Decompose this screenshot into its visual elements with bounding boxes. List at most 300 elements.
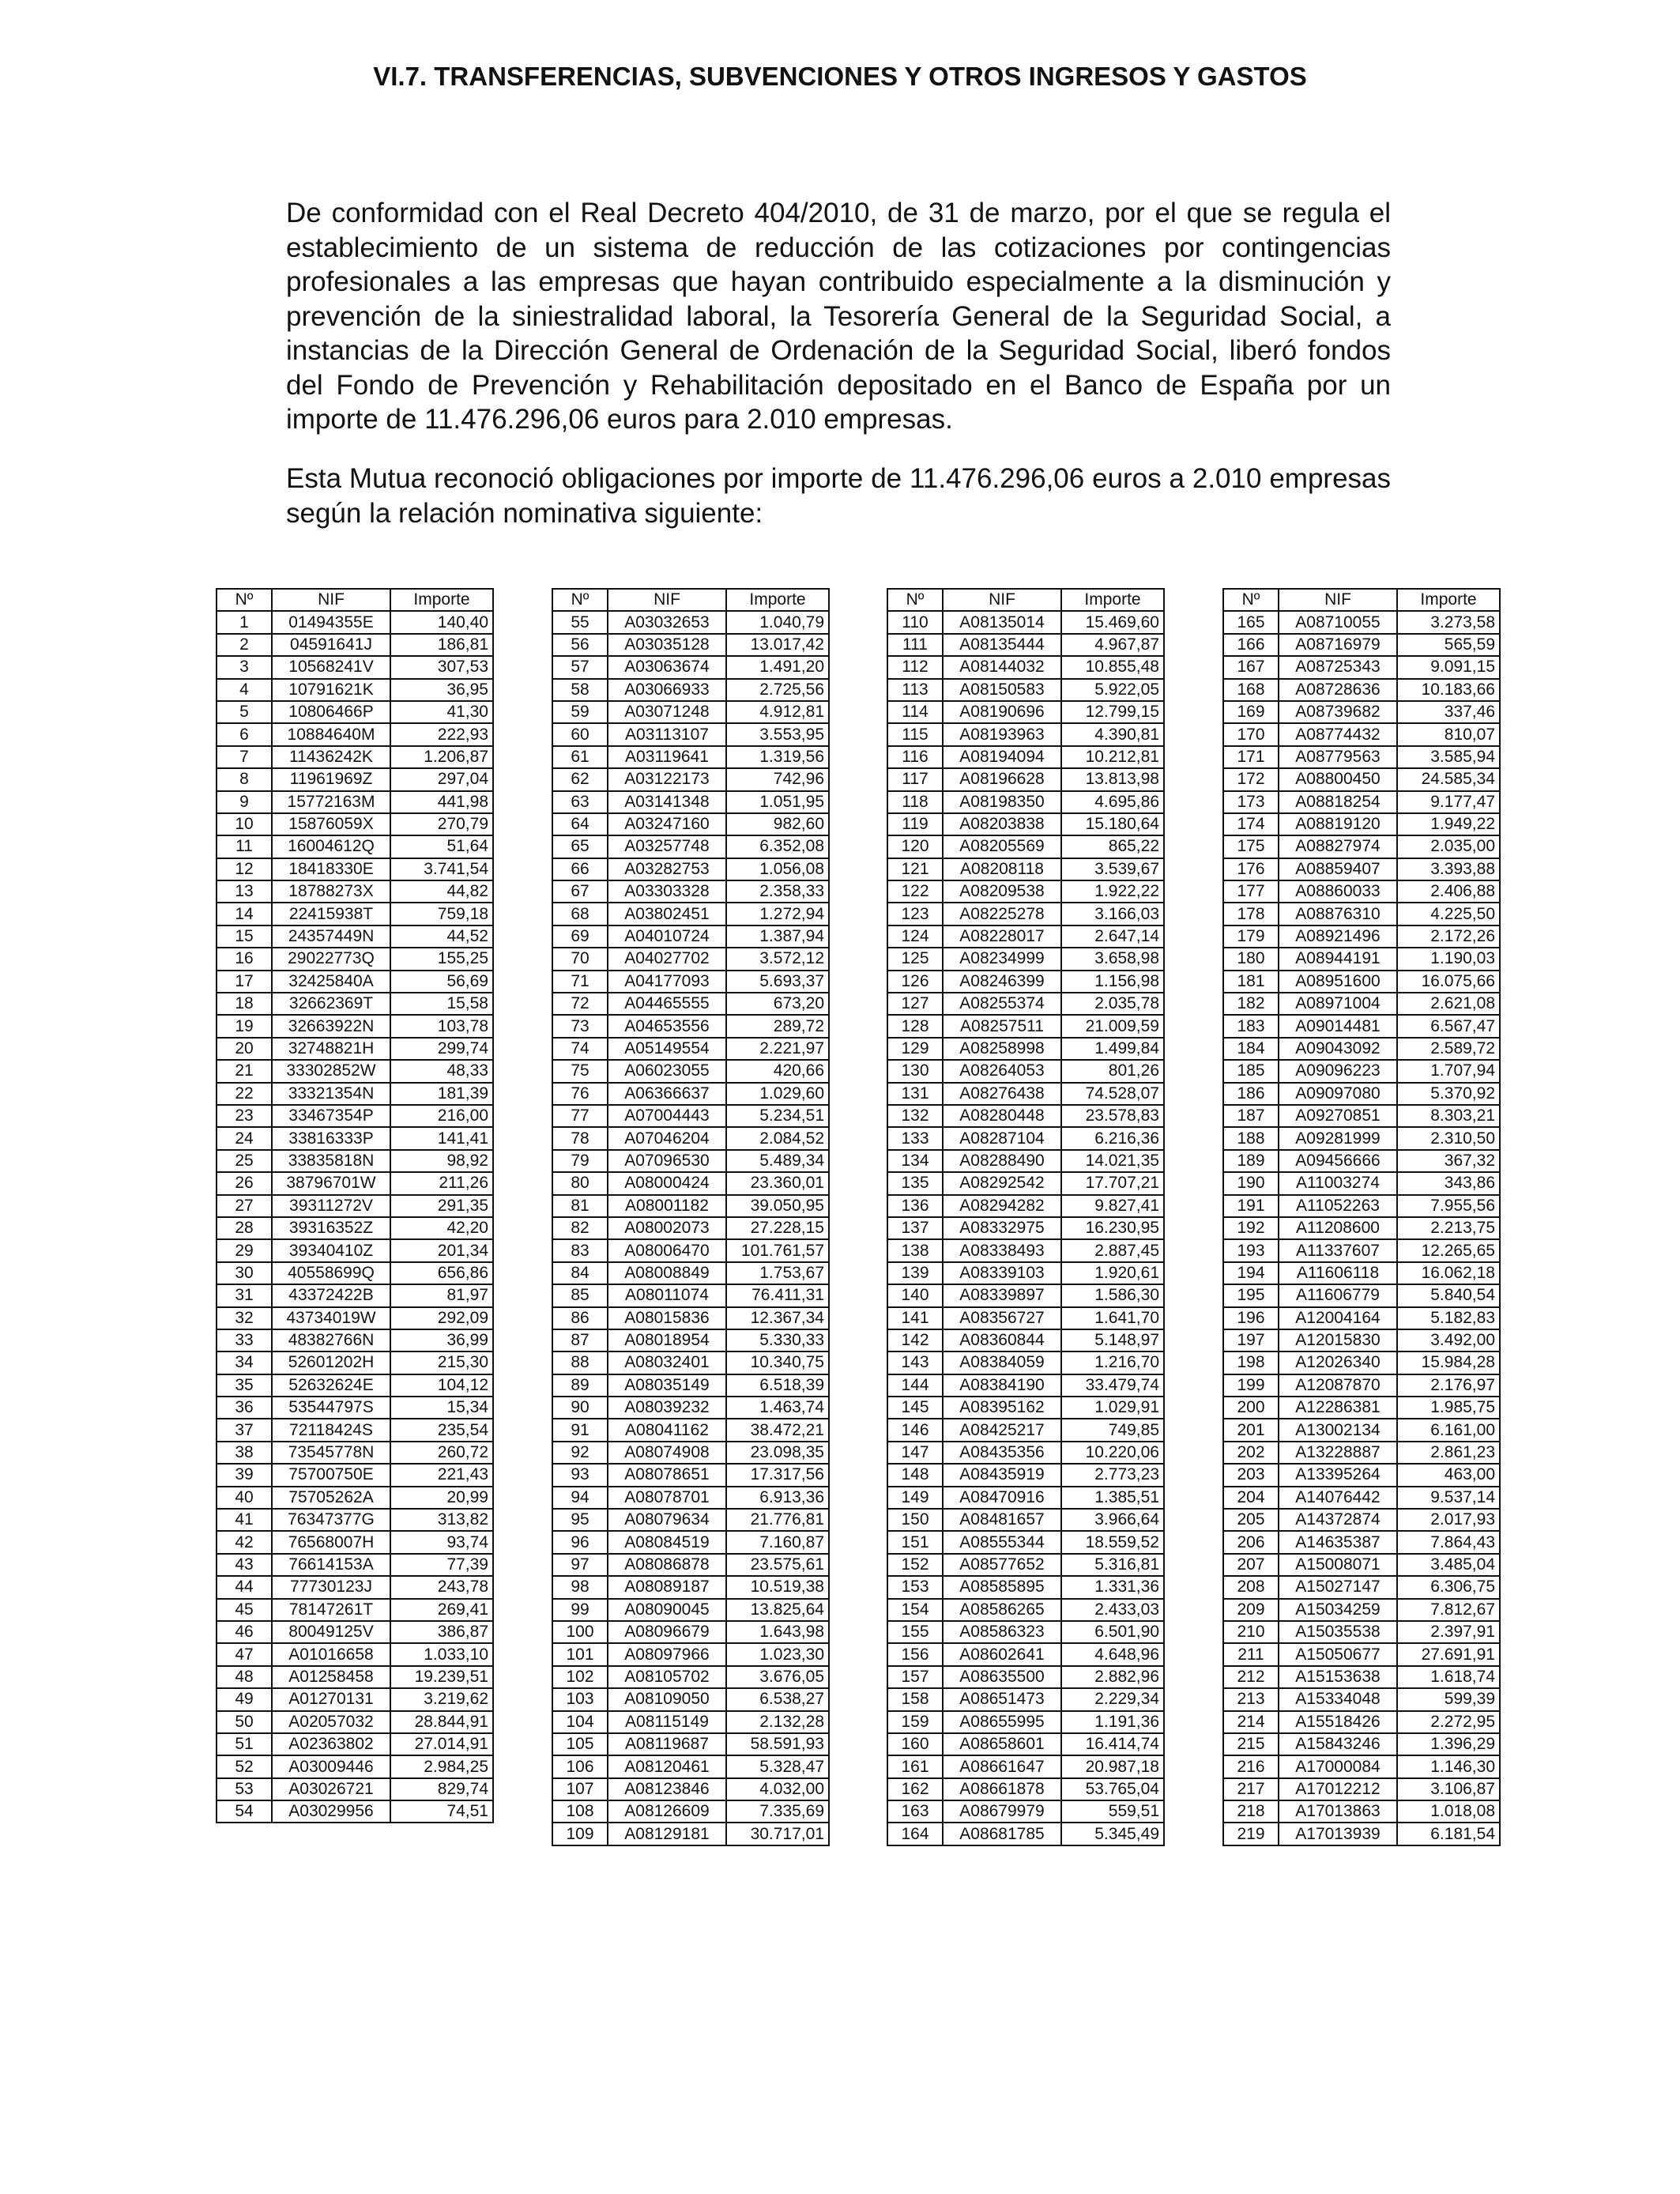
table-row xyxy=(552,1576,829,1598)
row-importe: 1.216,70 xyxy=(1061,1351,1164,1374)
table-row xyxy=(217,1083,493,1105)
row-number: 40 xyxy=(217,1487,272,1509)
table-row xyxy=(552,1688,829,1710)
row-importe: 270,79 xyxy=(390,813,493,835)
row-number: 82 xyxy=(552,1217,608,1239)
row-importe: 5.693,37 xyxy=(726,971,829,993)
row-importe: 2.773,23 xyxy=(1061,1464,1164,1486)
row-number: 199 xyxy=(1223,1374,1279,1397)
row-number: 95 xyxy=(552,1509,608,1531)
row-nif: A08015836 xyxy=(608,1307,726,1329)
row-importe: 104,12 xyxy=(390,1374,493,1397)
row-importe: 3.485,04 xyxy=(1397,1554,1500,1576)
row-importe: 27.691,91 xyxy=(1397,1643,1500,1665)
row-importe: 599,39 xyxy=(1397,1688,1500,1710)
row-importe: 1.319,56 xyxy=(726,746,829,768)
row-nif: 33302852W xyxy=(272,1060,390,1082)
table-row xyxy=(217,656,493,678)
row-number: 213 xyxy=(1223,1688,1279,1710)
row-nif: A08126609 xyxy=(608,1800,726,1823)
row-number: 81 xyxy=(552,1195,608,1217)
row-number: 134 xyxy=(887,1150,943,1172)
row-nif: A08481657 xyxy=(943,1509,1061,1531)
table-row xyxy=(1223,1329,1500,1351)
row-importe: 44,82 xyxy=(390,880,493,903)
row-nif: A08951600 xyxy=(1279,971,1397,993)
row-nif: A08971004 xyxy=(1279,993,1397,1015)
table-row xyxy=(887,1711,1164,1733)
row-nif: A11606118 xyxy=(1279,1262,1397,1284)
table-row xyxy=(552,858,829,880)
row-importe: 6.567,47 xyxy=(1397,1015,1500,1037)
row-number: 71 xyxy=(552,971,608,993)
row-nif: A08193963 xyxy=(943,723,1061,745)
row-number: 180 xyxy=(1223,948,1279,970)
row-nif: A17013863 xyxy=(1279,1800,1397,1823)
row-importe: 3.106,87 xyxy=(1397,1778,1500,1800)
row-importe: 10.220,06 xyxy=(1061,1442,1164,1464)
table-row xyxy=(552,1015,829,1037)
row-number: 116 xyxy=(887,746,943,768)
row-number: 107 xyxy=(552,1778,608,1800)
row-importe: 41,30 xyxy=(390,701,493,723)
row-number: 219 xyxy=(1223,1823,1279,1845)
table-row xyxy=(552,1599,829,1621)
row-number: 120 xyxy=(887,835,943,858)
row-nif: A07096530 xyxy=(608,1150,726,1172)
row-number: 43 xyxy=(217,1554,272,1576)
row-number: 197 xyxy=(1223,1329,1279,1351)
row-number: 210 xyxy=(1223,1621,1279,1643)
table-row xyxy=(887,1284,1164,1306)
row-number: 26 xyxy=(217,1172,272,1194)
row-nif: A08435356 xyxy=(943,1442,1061,1464)
table-row xyxy=(217,1397,493,1419)
row-nif: A08120461 xyxy=(608,1755,726,1777)
row-nif: A06023055 xyxy=(608,1060,726,1082)
row-number: 39 xyxy=(217,1464,272,1486)
row-importe: 155,25 xyxy=(390,948,493,970)
table-row xyxy=(1223,1800,1500,1823)
table-row xyxy=(552,971,829,993)
row-number: 153 xyxy=(887,1576,943,1598)
row-nif: A15008071 xyxy=(1279,1554,1397,1576)
table-row xyxy=(1223,1531,1500,1553)
table-header-row xyxy=(1223,589,1500,611)
row-number: 22 xyxy=(217,1083,272,1105)
row-nif: A08716979 xyxy=(1279,634,1397,656)
row-nif: A08602641 xyxy=(943,1643,1061,1665)
row-nif: A11052263 xyxy=(1279,1195,1397,1217)
row-nif: A08339103 xyxy=(943,1262,1061,1284)
row-importe: 15.984,28 xyxy=(1397,1351,1500,1374)
table-row xyxy=(887,1419,1164,1441)
table-row xyxy=(217,791,493,813)
row-number: 63 xyxy=(552,791,608,813)
row-number: 172 xyxy=(1223,768,1279,790)
row-number: 218 xyxy=(1223,1800,1279,1823)
table-row xyxy=(217,1643,493,1665)
row-nif: A08338493 xyxy=(943,1239,1061,1261)
row-number: 113 xyxy=(887,679,943,701)
row-nif: A08123846 xyxy=(608,1778,726,1800)
row-importe: 6.181,54 xyxy=(1397,1823,1500,1845)
table-row xyxy=(552,1823,829,1845)
row-nif: A08208118 xyxy=(943,858,1061,880)
table-row xyxy=(217,1509,493,1531)
row-number: 203 xyxy=(1223,1464,1279,1486)
row-importe: 2.397,91 xyxy=(1397,1621,1500,1643)
table-row xyxy=(887,1509,1164,1531)
column-header-nif: NIF xyxy=(608,589,726,611)
row-importe: 181,39 xyxy=(390,1083,493,1105)
row-importe: 8.303,21 xyxy=(1397,1105,1500,1127)
row-number: 117 xyxy=(887,768,943,790)
table-row xyxy=(552,791,829,813)
row-nif: A13228887 xyxy=(1279,1442,1397,1464)
row-number: 88 xyxy=(552,1351,608,1374)
row-importe: 3.553,95 xyxy=(726,723,829,745)
column-header-importe: Importe xyxy=(390,589,493,611)
row-importe: 1.396,29 xyxy=(1397,1733,1500,1755)
row-nif: 10568241V xyxy=(272,656,390,678)
table-row xyxy=(887,1442,1164,1464)
row-importe: 10.855,48 xyxy=(1061,656,1164,678)
table-row xyxy=(1223,880,1500,903)
table-row xyxy=(887,679,1164,701)
row-nif: A03113107 xyxy=(608,723,726,745)
row-nif: A08470916 xyxy=(943,1487,1061,1509)
row-number: 181 xyxy=(1223,971,1279,993)
row-number: 101 xyxy=(552,1643,608,1665)
row-importe: 1.029,60 xyxy=(726,1083,829,1105)
row-number: 165 xyxy=(1223,611,1279,633)
row-nif: 32425840A xyxy=(272,971,390,993)
table-row xyxy=(887,1083,1164,1105)
row-importe: 1.463,74 xyxy=(726,1397,829,1419)
row-nif: A15843246 xyxy=(1279,1733,1397,1755)
row-number: 162 xyxy=(887,1778,943,1800)
table-row xyxy=(887,1666,1164,1688)
table-row xyxy=(1223,1666,1500,1688)
row-nif: A03119641 xyxy=(608,746,726,768)
table-row xyxy=(887,1621,1164,1643)
table-row xyxy=(887,1733,1164,1755)
row-number: 45 xyxy=(217,1599,272,1621)
row-number: 34 xyxy=(217,1351,272,1374)
row-importe: 3.492,00 xyxy=(1397,1329,1500,1351)
row-nif: A08008849 xyxy=(608,1262,726,1284)
row-importe: 2.310,50 xyxy=(1397,1127,1500,1149)
row-number: 56 xyxy=(552,634,608,656)
row-number: 27 xyxy=(217,1195,272,1217)
row-nif: A04653556 xyxy=(608,1015,726,1037)
table-row xyxy=(552,1105,829,1127)
row-importe: 141,41 xyxy=(390,1127,493,1149)
row-number: 195 xyxy=(1223,1284,1279,1306)
row-importe: 656,86 xyxy=(390,1262,493,1284)
row-importe: 2.172,26 xyxy=(1397,925,1500,948)
table-row xyxy=(217,1105,493,1127)
row-nif: A08194094 xyxy=(943,746,1061,768)
table-row xyxy=(552,1800,829,1823)
row-importe: 1.018,08 xyxy=(1397,1800,1500,1823)
row-nif: A04465555 xyxy=(608,993,726,1015)
table-row xyxy=(1223,1576,1500,1598)
row-importe: 16.062,18 xyxy=(1397,1262,1500,1284)
row-nif: A09281999 xyxy=(1279,1127,1397,1149)
row-importe: 27.014,91 xyxy=(390,1733,493,1755)
row-importe: 6.161,00 xyxy=(1397,1419,1500,1441)
row-nif: A08135014 xyxy=(943,611,1061,633)
row-importe: 1.491,20 xyxy=(726,656,829,678)
row-importe: 2.621,08 xyxy=(1397,993,1500,1015)
row-nif: 33321354N xyxy=(272,1083,390,1105)
row-number: 194 xyxy=(1223,1262,1279,1284)
table-row xyxy=(217,768,493,790)
row-number: 186 xyxy=(1223,1083,1279,1105)
row-number: 75 xyxy=(552,1060,608,1082)
table-row xyxy=(887,858,1164,880)
row-nif: A08921496 xyxy=(1279,925,1397,948)
row-importe: 5.370,92 xyxy=(1397,1083,1500,1105)
row-nif: A03303328 xyxy=(608,880,726,903)
table-row xyxy=(1223,1015,1500,1037)
row-number: 167 xyxy=(1223,656,1279,678)
table-row xyxy=(552,611,829,633)
table-header-row xyxy=(217,589,493,611)
row-nif: 73545778N xyxy=(272,1442,390,1464)
row-importe: 215,30 xyxy=(390,1351,493,1374)
row-nif: A08039232 xyxy=(608,1397,726,1419)
row-number: 158 xyxy=(887,1688,943,1710)
table-row xyxy=(552,1262,829,1284)
row-nif: A08006470 xyxy=(608,1239,726,1261)
table-row xyxy=(217,679,493,701)
table-row xyxy=(217,746,493,768)
table-row xyxy=(552,679,829,701)
companies-table-1 xyxy=(216,588,494,1823)
table-row xyxy=(552,993,829,1015)
row-importe: 5.234,51 xyxy=(726,1105,829,1127)
table-row xyxy=(552,1397,829,1419)
row-importe: 10.340,75 xyxy=(726,1351,829,1374)
row-number: 154 xyxy=(887,1599,943,1621)
row-number: 182 xyxy=(1223,993,1279,1015)
row-number: 96 xyxy=(552,1531,608,1553)
row-number: 29 xyxy=(217,1239,272,1261)
row-importe: 292,09 xyxy=(390,1307,493,1329)
row-importe: 39.050,95 xyxy=(726,1195,829,1217)
row-number: 79 xyxy=(552,1150,608,1172)
table-row xyxy=(887,656,1164,678)
row-nif: A08651473 xyxy=(943,1688,1061,1710)
row-number: 145 xyxy=(887,1397,943,1419)
row-number: 156 xyxy=(887,1643,943,1665)
table-row xyxy=(887,813,1164,835)
row-nif: 10806466P xyxy=(272,701,390,723)
row-importe: 16.075,66 xyxy=(1397,971,1500,993)
row-nif: 53544797S xyxy=(272,1397,390,1419)
row-importe: 2.035,00 xyxy=(1397,835,1500,858)
row-importe: 9.827,41 xyxy=(1061,1195,1164,1217)
row-nif: A08086878 xyxy=(608,1554,726,1576)
row-number: 77 xyxy=(552,1105,608,1127)
table-row xyxy=(217,611,493,633)
row-importe: 222,93 xyxy=(390,723,493,745)
row-number: 16 xyxy=(217,948,272,970)
row-importe: 1.586,30 xyxy=(1061,1284,1164,1306)
table-row xyxy=(217,971,493,993)
table-row xyxy=(1223,1599,1500,1621)
row-importe: 4.032,00 xyxy=(726,1778,829,1800)
table-row xyxy=(217,858,493,880)
row-importe: 19.239,51 xyxy=(390,1666,493,1688)
table-row xyxy=(1223,634,1500,656)
table-row xyxy=(1223,746,1500,768)
row-importe: 5.922,05 xyxy=(1061,679,1164,701)
row-importe: 3.658,98 xyxy=(1061,948,1164,970)
row-nif: A08115149 xyxy=(608,1711,726,1733)
row-nif: A08089187 xyxy=(608,1576,726,1598)
row-importe: 23.578,83 xyxy=(1061,1105,1164,1127)
row-number: 57 xyxy=(552,656,608,678)
row-nif: A08774432 xyxy=(1279,723,1397,745)
row-importe: 2.887,45 xyxy=(1061,1239,1164,1261)
row-number: 89 xyxy=(552,1374,608,1397)
table-row xyxy=(1223,611,1500,633)
row-importe: 211,26 xyxy=(390,1172,493,1194)
row-nif: A08384059 xyxy=(943,1351,1061,1374)
row-importe: 4.695,86 xyxy=(1061,791,1164,813)
table-row xyxy=(887,723,1164,745)
table-row xyxy=(552,634,829,656)
table-row xyxy=(552,1464,829,1486)
row-importe: 749,85 xyxy=(1061,1419,1164,1441)
row-number: 92 xyxy=(552,1442,608,1464)
row-number: 91 xyxy=(552,1419,608,1441)
row-importe: 103,78 xyxy=(390,1015,493,1037)
row-nif: A08280448 xyxy=(943,1105,1061,1127)
table-row xyxy=(217,880,493,903)
row-nif: A08681785 xyxy=(943,1823,1061,1845)
row-number: 174 xyxy=(1223,813,1279,835)
row-nif: A08209538 xyxy=(943,880,1061,903)
table-row xyxy=(217,1060,493,1082)
row-number: 212 xyxy=(1223,1666,1279,1688)
row-number: 168 xyxy=(1223,679,1279,701)
table-row xyxy=(887,1487,1164,1509)
row-number: 126 xyxy=(887,971,943,993)
row-number: 24 xyxy=(217,1127,272,1149)
table-row xyxy=(217,1442,493,1464)
row-number: 129 xyxy=(887,1038,943,1060)
table-row xyxy=(552,701,829,723)
row-nif: A08084519 xyxy=(608,1531,726,1553)
table-header-row xyxy=(552,589,829,611)
row-nif: A08292542 xyxy=(943,1172,1061,1194)
row-nif: A09097080 xyxy=(1279,1083,1397,1105)
row-nif: A12004164 xyxy=(1279,1307,1397,1329)
row-nif: A03029956 xyxy=(272,1800,390,1823)
row-number: 98 xyxy=(552,1576,608,1598)
table-row xyxy=(217,1351,493,1374)
row-nif: A01258458 xyxy=(272,1666,390,1688)
row-number: 135 xyxy=(887,1172,943,1194)
row-nif: A08294282 xyxy=(943,1195,1061,1217)
row-number: 28 xyxy=(217,1217,272,1239)
row-number: 179 xyxy=(1223,925,1279,948)
row-number: 136 xyxy=(887,1195,943,1217)
row-number: 110 xyxy=(887,611,943,633)
row-nif: 10791621K xyxy=(272,679,390,701)
row-number: 59 xyxy=(552,701,608,723)
row-nif: A08002073 xyxy=(608,1217,726,1239)
row-importe: 6.216,36 xyxy=(1061,1127,1164,1149)
table-row xyxy=(552,746,829,768)
row-nif: A08800450 xyxy=(1279,768,1397,790)
column-header-importe: Importe xyxy=(1397,589,1500,611)
row-number: 166 xyxy=(1223,634,1279,656)
row-nif: A17013939 xyxy=(1279,1823,1397,1845)
row-number: 132 xyxy=(887,1105,943,1127)
row-number: 36 xyxy=(217,1397,272,1419)
row-number: 188 xyxy=(1223,1127,1279,1149)
table-row xyxy=(217,1419,493,1441)
row-nif: A17000084 xyxy=(1279,1755,1397,1777)
table-row xyxy=(1223,813,1500,835)
row-nif: A03122173 xyxy=(608,768,726,790)
row-importe: 2.176,97 xyxy=(1397,1374,1500,1397)
row-nif: A08119687 xyxy=(608,1733,726,1755)
row-importe: 9.537,14 xyxy=(1397,1487,1500,1509)
row-nif: A08144032 xyxy=(943,656,1061,678)
table-row xyxy=(887,611,1164,633)
row-importe: 15,58 xyxy=(390,993,493,1015)
row-number: 86 xyxy=(552,1307,608,1329)
row-nif: A08264053 xyxy=(943,1060,1061,1082)
row-importe: 2.984,25 xyxy=(390,1755,493,1777)
row-number: 175 xyxy=(1223,835,1279,858)
row-number: 74 xyxy=(552,1038,608,1060)
row-importe: 1.206,87 xyxy=(390,746,493,768)
row-number: 121 xyxy=(887,858,943,880)
table-row xyxy=(887,1307,1164,1329)
row-number: 46 xyxy=(217,1621,272,1643)
row-nif: A15153638 xyxy=(1279,1666,1397,1688)
row-number: 94 xyxy=(552,1487,608,1509)
row-number: 68 xyxy=(552,903,608,925)
table-row xyxy=(887,993,1164,1015)
row-importe: 13.813,98 xyxy=(1061,768,1164,790)
row-nif: 48382766N xyxy=(272,1329,390,1351)
row-importe: 1.056,08 xyxy=(726,858,829,880)
row-importe: 17.317,56 xyxy=(726,1464,829,1486)
row-number: 109 xyxy=(552,1823,608,1845)
table-row xyxy=(887,1105,1164,1127)
row-importe: 38.472,21 xyxy=(726,1419,829,1441)
row-importe: 269,41 xyxy=(390,1599,493,1621)
row-number: 5 xyxy=(217,701,272,723)
row-nif: 78147261T xyxy=(272,1599,390,1621)
row-number: 201 xyxy=(1223,1419,1279,1441)
table-row xyxy=(217,1487,493,1509)
table-row xyxy=(1223,1307,1500,1329)
row-number: 87 xyxy=(552,1329,608,1351)
column-header-nif: NIF xyxy=(1279,589,1397,611)
table-row xyxy=(217,1599,493,1621)
row-nif: 29022773Q xyxy=(272,948,390,970)
